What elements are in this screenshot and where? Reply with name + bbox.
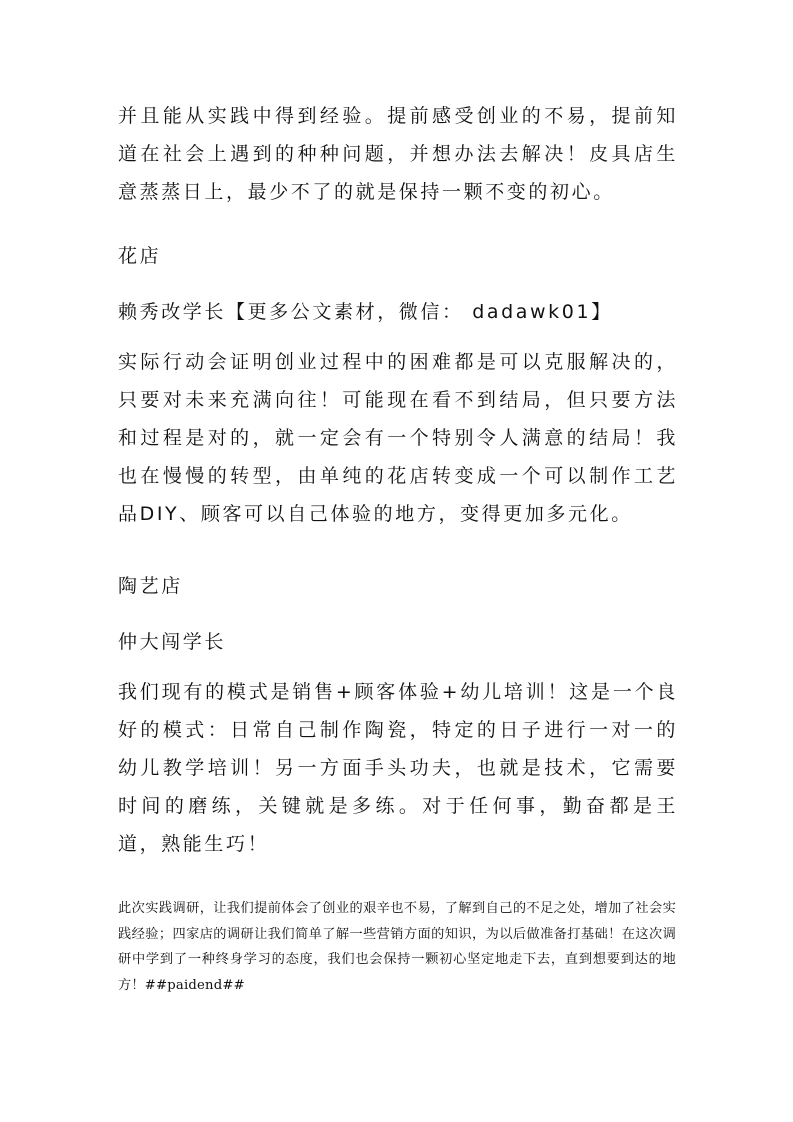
section-heading-pottery-shop: 陶艺店 <box>118 575 183 597</box>
author-line-lai: 赖秀改学长【更多公文素材，微信： dadawk01】 <box>118 301 613 323</box>
body-paragraph-pottery-shop: 我们现有的模式是销售+顾客体验+幼儿培训！这是一个良好的模式：日常自己制作陶瓷，特定的日子进行一对一的幼儿教学培训！另一方面手头功夫，也就是技术，它需要时间的磨练，关键就是多练。对于任何事，勤奋都是王道，熟能生巧！ <box>118 681 678 855</box>
section-heading-flower-shop: 花店 <box>118 245 162 267</box>
conclusion-paragraph: 此次实践调研，让我们提前体会了创业的艰辛也不易，了解到自己的不足之处，增加了社会实践经验；四家店的调研让我们简单了解一些营销方面的知识，为以后做准备打基础！在这次调研中学到了一种终身学习的态度，我们也会保持一颗初心坚定地走下去，直到想要到达的地方！##paidend## <box>118 901 676 993</box>
body-paragraph-flower-shop: 实际行动会证明创业过程中的困难都是可以克服解决的，只要对未来充满向往！可能现在看不到结局，但只要方法和过程是对的，就一定会有一个特别令人满意的结局！我也在慢慢的转型，由单纯的花店转变成一个可以制作工艺品DIY、顾客可以自己体验的地方，变得更加多元化。 <box>118 351 678 525</box>
author-line-zhong: 仲大闯学长 <box>118 631 227 653</box>
body-paragraph-leather-shop: 并且能从实践中得到经验。提前感受创业的不易，提前知道在社会上遇到的种种问题，并想办法去解决！皮具店生意蒸蒸日上，最少不了的就是保持一颗不变的初心。 <box>118 105 678 203</box>
